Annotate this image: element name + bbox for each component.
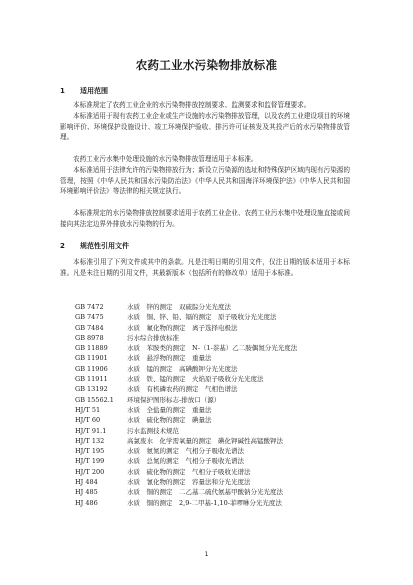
section-title: 适用范围 [80, 87, 108, 95]
reference-item [75, 302, 355, 312]
reference-title: 水质 苯胺类的测定 N-（1-萘基）乙二胺偶氮分光光度法 [127, 344, 298, 353]
reference-code: HJ/T 51 [75, 405, 101, 414]
reference-item [75, 364, 355, 374]
reference-code: GB 11889 [75, 344, 108, 353]
reference-title: 水质 硫化物的测定 碘量法 [127, 416, 212, 425]
reference-item [75, 426, 355, 436]
reference-item [75, 405, 355, 415]
reference-item [75, 436, 355, 446]
reference-item [75, 333, 355, 343]
reference-title: 水质 全盐量的测定 重量法 [127, 405, 212, 414]
paragraph: 本标准引用了下列文件或其中的条款。凡是注明日期的引用文件，仅注日期的版本适用于本标准。凡是未注日期的引用文件，其最新版本（包括所有的修改单）适用于本标准。 [60, 258, 350, 277]
reference-title: 水质 铜的测定 二乙基二硫代氨基甲酸钠分光光度法 [127, 488, 283, 497]
section-number: 2 [60, 242, 65, 250]
reference-code: HJ/T 91.1 [75, 426, 107, 435]
section-title: 规范性引用文件 [80, 242, 129, 250]
reference-code: HJ 484 [75, 478, 98, 487]
reference-title: 水质 锰的测定 高碘酸钾分光光度法 [127, 364, 238, 373]
paragraph: 本标准规定的水污染物排放控制要求适用于农药工业企业、农药工业污水集中处理设施直接或间接向其法定边界外排放水污染物的行为。 [60, 209, 350, 228]
reference-code: GB 11906 [75, 364, 108, 373]
reference-title: 污水综合排放标准 [127, 333, 179, 342]
paragraph: 本标准适用于法律允许的污染物排放行为；新设立污染源的选址和特殊保护区域内现有污染源的管理，按照《中华人民共和国水污染防治法》《中华人民共和国海洋环境保护法》《中华人民共和国环境影响评价法》等法律的相关规定执行。 [60, 166, 350, 196]
reference-item [75, 498, 355, 508]
reference-title: 水质 硫化物的测定 气相分子吸收光谱法 [127, 467, 251, 476]
reference-code: GB 11901 [75, 354, 108, 363]
reference-code: HJ/T 200 [75, 467, 105, 476]
reference-item [75, 487, 355, 497]
reference-title: 水质 总氮的测定 气相分子吸收光谱法 [127, 457, 244, 466]
section-heading-scope [60, 86, 108, 96]
reference-item [75, 415, 355, 425]
reference-item [75, 477, 355, 487]
reference-item [75, 343, 355, 353]
reference-code: GB 11911 [75, 375, 108, 384]
reference-title: 水质 有机磷农药的测定 气相色谱法 [127, 385, 238, 394]
reference-code: GB 15562.1 [75, 395, 114, 404]
reference-code: GB 7472 [75, 303, 104, 311]
paragraph: 农药工业污水集中处理设施的水污染物排放管理适用于本标准。 [73, 155, 258, 163]
reference-title: 水质 氟化物的测定 离子选择电极法 [127, 323, 238, 332]
reference-code: HJ/T 199 [75, 457, 105, 466]
reference-code: GB 8978 [75, 333, 104, 342]
reference-code: GB 7484 [75, 323, 104, 332]
reference-code: HJ/T 195 [75, 447, 105, 456]
reference-title: 水质 氰化物的测定 容量法和分光光度法 [127, 478, 251, 487]
reference-title: 水质 铁、锰的测定 火焰原子吸收分光光度法 [127, 375, 264, 384]
section-heading-references [60, 241, 129, 251]
paragraph: 本标准规定了农药工业企业的水污染物排放控制要求、监测要求和监督管理要求。 [73, 101, 311, 109]
reference-list [75, 302, 355, 508]
reference-item [75, 312, 355, 322]
reference-title: 水质 铜的测定 2,9-二甲基-1,10-菲啰啉分光光度法 [127, 498, 282, 507]
reference-title: 水质 铜、锌、铅、镉的测定 原子吸收分光光度法 [127, 313, 277, 322]
reference-item [75, 353, 355, 363]
reference-code: HJ 485 [75, 488, 98, 497]
reference-title: 水质 锌的测定 双硫腙分光光度法 [127, 303, 231, 311]
reference-item [75, 456, 355, 466]
reference-item [75, 374, 355, 384]
page-number: 1 [204, 551, 209, 558]
reference-title: 水质 悬浮物的测定 重量法 [127, 354, 212, 363]
document-title: 农药工业水污染物排放标准 [135, 58, 278, 72]
paragraph: 本标准适用于现有农药工业企业或生产设施的水污染物排放管理，以及农药工业建设项目的环境影响评价、环境保护设施设计、竣工环境保护验收、排污许可证核发及其投产后的水污染物排放管理。 [60, 112, 350, 142]
reference-code: HJ/T 132 [75, 436, 105, 445]
reference-item [75, 395, 355, 405]
reference-title: 环境保护图形标志-排放口（源） [127, 395, 221, 404]
reference-title: 水质 氨氮的测定 气相分子吸收光谱法 [127, 447, 244, 456]
reference-code: GB 13192 [75, 385, 108, 394]
reference-item [75, 323, 355, 333]
reference-item [75, 384, 355, 394]
reference-title: 高氯废水 化学需氧量的测定 碘化钾碱性高锰酸钾法 [127, 436, 283, 445]
reference-code: HJ/T 60 [75, 416, 101, 425]
reference-title: 污水监测技术规范 [127, 426, 179, 435]
section-number: 1 [60, 87, 65, 95]
reference-item [75, 467, 355, 477]
reference-code: GB 7475 [75, 313, 104, 322]
reference-item [75, 446, 355, 456]
reference-code: HJ 486 [75, 498, 98, 507]
